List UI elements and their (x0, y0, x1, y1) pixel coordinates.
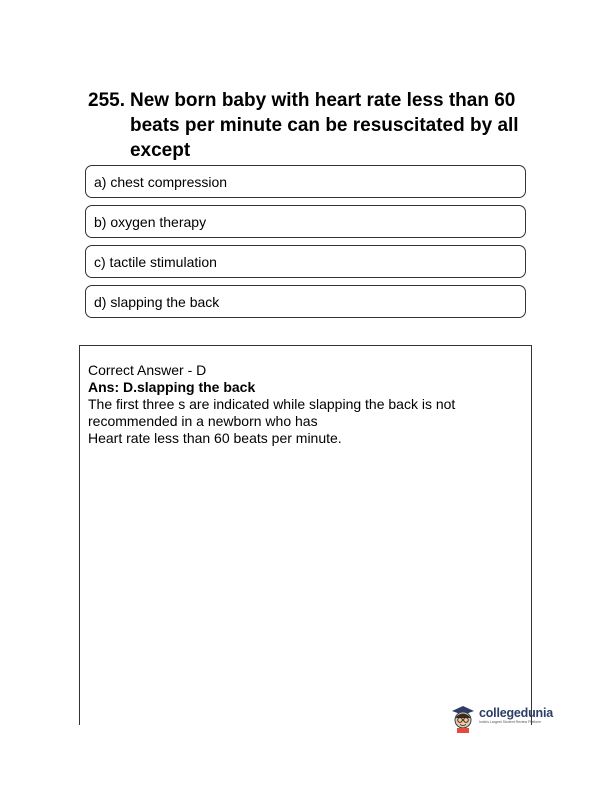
option-b-label: b) oxygen therapy (94, 213, 207, 230)
question-text: New born baby with heart rate less than 60 beats per minute can be resuscitated by all except (129, 90, 519, 161)
question-heading (88, 88, 528, 163)
explanation-line-2: recommended in a newborn who has (88, 413, 318, 429)
logo-tagline: India's Largest Student Review Platform (479, 720, 542, 724)
option-b[interactable] (85, 205, 526, 238)
logo-name: collegedunia (479, 706, 554, 720)
explanation-line-3: Heart rate less than 60 beats per minute. (88, 430, 342, 446)
explanation-line-1: The first three s are indicated while slapping the back is not (88, 396, 456, 412)
option-a[interactable] (85, 165, 526, 198)
mascot-icon (450, 703, 476, 733)
option-a-label: a) chest compression (94, 173, 228, 190)
answer-box (79, 345, 532, 725)
question-number: 255. (88, 90, 125, 111)
option-d[interactable] (85, 285, 526, 318)
correct-answer-line: Correct Answer - D (88, 362, 207, 378)
options-list (85, 165, 526, 325)
answer-line: Ans: D.slapping the back (88, 379, 256, 395)
option-d-label: d) slapping the back (94, 293, 220, 310)
option-c[interactable] (85, 245, 526, 278)
collegedunia-logo (450, 703, 570, 739)
option-c-label: c) tactile stimulation (94, 253, 217, 270)
